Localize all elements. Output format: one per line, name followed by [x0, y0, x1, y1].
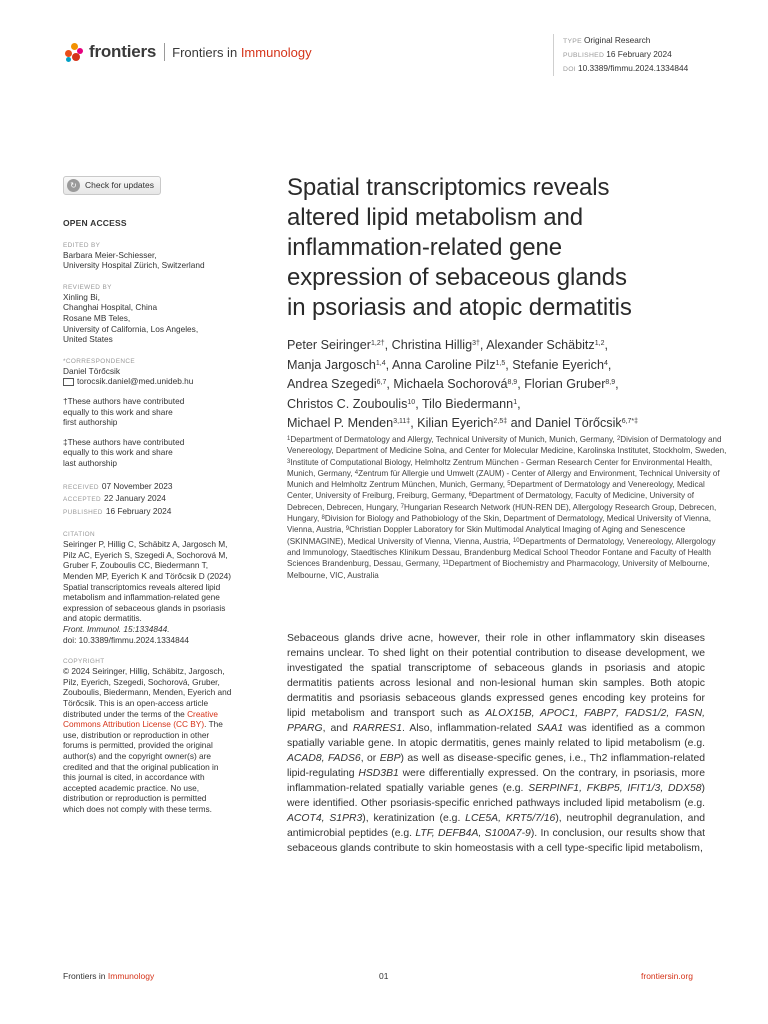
doi-value[interactable]: 10.3389/fimmu.2024.1334844: [577, 63, 689, 73]
correspondence-email[interactable]: torocsik.daniel@med.unideb.hu: [77, 376, 194, 387]
reviewer-line: United States: [63, 334, 113, 345]
sidebar: [63, 176, 273, 815]
copyright-line: Pilz, Eyerich, Szegedi, Sochorová, Gruber,: [63, 676, 220, 687]
citation-line[interactable]: doi: 10.3389/fimmu.2024.1334844: [63, 634, 189, 645]
footer-journal: [63, 971, 154, 981]
accepted-label: ACCEPTED: [63, 496, 101, 504]
edited-by-label: EDITED BY: [63, 241, 101, 249]
journal-accent: Immunology: [240, 44, 312, 60]
refresh-icon: ↻: [67, 179, 80, 192]
note-line: ‡These authors have contributed: [63, 436, 185, 447]
article-meta: [553, 34, 688, 76]
accepted-value: 22 January 2024: [104, 493, 166, 504]
copyright-line: distribution or reproduction is permitted: [63, 793, 207, 804]
reviewer-line: University of California, Los Angeles,: [63, 323, 199, 334]
brand-divider: [164, 43, 165, 61]
reviewed-by: [63, 292, 273, 345]
journal-brand[interactable]: [63, 40, 312, 64]
note-line: †These authors have contributed: [63, 395, 185, 406]
reviewer-line: Xinling Bi,: [63, 291, 100, 302]
copyright-line: author(s) and the copyright owner(s) are: [63, 750, 212, 761]
citation-line: Front. Immunol. 15:1334844.: [63, 624, 170, 635]
journal-prefix: Frontiers in: [172, 44, 238, 60]
published-label: PUBLISHED: [63, 508, 103, 516]
citation-line: Menden MP, Eyerich K and Törőcsik D (2024): [63, 571, 232, 582]
license-link[interactable]: Commons Attribution License (CC BY): [63, 719, 205, 730]
citation-line: Seiringer P, Hillig C, Schäbitz A, Jargosch M,: [63, 539, 228, 550]
copyright-line: © 2024 Seiringer, Hillig, Schäbitz, Jargosch,: [63, 666, 225, 677]
edited-by: [63, 250, 273, 271]
doi-label: DOI: [563, 66, 576, 73]
footer-site-link[interactable]: frontiersin.org: [641, 971, 693, 981]
note-line: first authorship: [63, 417, 118, 428]
citation-line: metabolism and inflammation-related gene: [63, 592, 220, 603]
copyright-line: credited and that the original publication in: [63, 761, 219, 772]
copyright-line: use, distribution or reproduction in other: [63, 729, 210, 740]
copyright-line: this journal is cited, in accordance with: [63, 772, 205, 783]
copyright-line: accepted academic practice. No use,: [63, 782, 200, 793]
note-line: last authorship: [63, 457, 117, 468]
copyright-label: COPYRIGHT: [63, 658, 105, 666]
title-line: inflammation-related gene: [287, 234, 562, 261]
article-dates: [63, 481, 273, 519]
note-line: equally to this work and share: [63, 447, 173, 458]
citation-line: Gruber F, Zouboulis CC, Biedermann T,: [63, 560, 209, 571]
note-first-authorship: [63, 396, 273, 428]
published-value: 16 February 2024: [606, 49, 672, 59]
copyright: [63, 666, 273, 814]
citation: [63, 539, 273, 645]
note-line: equally to this work and share: [63, 406, 173, 417]
copyright-line: [63, 709, 273, 720]
title-line: expression of sebaceous glands: [287, 264, 627, 291]
correspondence: [63, 366, 273, 387]
reviewer-line: Rosane MB Teles,: [63, 312, 131, 323]
copyright-line: [63, 719, 273, 730]
editor-line: Barbara Meier-Schiesser,: [63, 249, 157, 260]
copyright-line: forums is permitted, provided the original: [63, 740, 213, 751]
mail-icon: [63, 378, 74, 386]
copyright-line: which does not comply with these terms.: [63, 803, 212, 814]
citation-line: Spatial transcriptomics reveals altered lipid: [63, 581, 221, 592]
title-line: in psoriasis and atopic dermatitis: [287, 294, 632, 321]
frontiers-logo-icon: [63, 41, 85, 63]
received-value: 07 November 2023: [101, 480, 173, 491]
published-label: PUBLISHED: [563, 52, 605, 59]
footer-journal-prefix: Frontiers in: [63, 971, 106, 981]
copyright-text: . The: [204, 719, 223, 730]
correspondence-label: *CORRESPONDENCE: [63, 357, 136, 365]
editor-line: University Hospital Zürich, Switzerland: [63, 260, 205, 271]
license-link[interactable]: Creative: [187, 708, 218, 719]
page-number: 01: [379, 971, 389, 981]
citation-label: CITATION: [63, 531, 96, 539]
check-updates-label: Check for updates: [85, 180, 154, 191]
correspondence-name: Daniel Törőcsik: [63, 365, 121, 376]
author-list: Peter Seiringer$^{1,2\dagger}$, Christina Hillig$^{3\dagger}$, Alexander Schäbitz$^{1,2}$, Manja Jargosch$^{1,4}$, Anna Caroline Pilz$^{1,5}$, Stefanie Eyerich$^4$, Andrea Szegedi$^{6,7}$, Michaela Sochorová$^{8,9}$, Florian Gruber$^{8,9}$, Christos C. Zouboulis$^{10}$, Tilo Biedermann$^1$, Michael P. Menden$^{3,11\ddagger}$, Kilian Eyerich$^{2,5\ddagger}$ and Daniel Törőcsik$^{6,7*\ddagger}$: [287, 338, 639, 430]
article-title: [287, 173, 727, 323]
journal-name: [172, 45, 311, 60]
check-for-updates-button[interactable]: [63, 176, 161, 195]
open-access-label: OPEN ACCESS: [63, 218, 127, 228]
received-label: RECEIVED: [63, 483, 99, 491]
citation-line: Pilz AC, Eyerich S, Szegedi A, Sochorová M,: [63, 549, 228, 560]
citation-line: expression of sebaceous glands in psoriasis: [63, 602, 226, 613]
title-line: Spatial transcriptomics reveals: [287, 174, 610, 201]
abstract: Sebaceous glands drive acne, however, their role in other inflammatory skin diseases remains unclear. To shed light on their potential contribution to disease development, we investigated the spatial transcriptome of sebaceous glands in psoriasis and atopic dermatitis patients across lesional and non-lesional human skin samples. Both atopic dermatitis and psoriasis sebaceous glands expressed genes encoding key proteins for lipid metabolism and transport such as ALOX15B, APOC1, FABP7, FADS1/2, FASN, PPARG, and RARRES1. Also, inflammation-related SAA1 was identified as a common spatially variable gene. In atopic dermatitis, genes mainly related to lipid metabolism (e.g. ACAD8, FADS6, or EBP) as well as disease-specific genes, i.e., Th2 inflammation-related lipid-regulating HSD3B1 were differentially expressed. On the contrary, in psoriasis, more inflammation-related spatially variable genes (e.g. SERPINF1, FKBP5, IFIT1/3, DDX58) were identified. Other psoriasis-specific enriched pathways included lipid metabolism (e.g. ACOT4, S1PR3), keratinization (e.g. LCE5A, KRT5/7/16), neutrophil degranulation, and antimicrobial peptides (e.g. LTF, DEFB4A, S100A7-9). In conclusion, our results show that sebaceous glands contribute to skin homeostasis with a cell type-specific lipid metabolism,: [287, 633, 706, 854]
note-last-authorship: [63, 437, 273, 469]
brand-name: frontiers: [89, 42, 157, 61]
footer-journal-accent: Immunology: [107, 971, 155, 981]
type-label: TYPE: [563, 38, 582, 45]
published-value: 16 February 2024: [105, 505, 172, 516]
copyright-text: distributed under the terms of the: [63, 708, 188, 719]
reviewed-by-label: REVIEWED BY: [63, 283, 112, 291]
title-line: altered lipid metabolism and: [287, 204, 584, 231]
copyright-line: Zouboulis, Biedermann, Menden, Eyerich and: [63, 687, 232, 698]
copyright-line: Törőcsik. This is an open-access article: [63, 698, 209, 708]
type-value: Original Research: [583, 35, 651, 45]
citation-line: and atopic dermatitis.: [63, 613, 142, 624]
affiliations: $^1$Department of Dermatology and Allergy, Technical University of Munich, Munich, Germany, $^2$Division of Dermatology and Venereology, Department of Medicine Solna, and Center for Molecular Medicine, Karolinska Institutet, Stockholm, Sweden, $^3$Institute of Computational Biology, Helmholtz Zentrum München - German Research Center for Environmental Health, Munich, Germany, $^4$Zentrum für Allergie und Umwelt (ZAUM) - Center of Allergy and Environment, Technical University of Munich and Helmholtz Zentrum München, Munich, Germany, $^5$Department of Dermatology and Venereology, Medical Center, University of Freiburg, Freiburg, Germany, $^6$Department of Dermatology, Faculty of Medicine, University of Debrecen, Debrecen, Hungary, $^7$Hungarian Research Network (HUN-REN DE), Allergology Research Group, Debrecen, Hungary, $^8$Division for Biology and Pathobiology of the Skin, Department of Dermatology, Medical University of Vienna, Vienna, Austria, $^9$Christian Doppler Laboratory for Skin Multimodal Analytical Imaging of Aging and Senescence (SKINMAGINE), Medical University of Vienna, Vienna, Austria, $^{10}$Departments of Dermatology, Venereology, Allergology and Immunology, Staedtisches Klinikum Dessau, Brandenburg Medical School Theodor Fontane and Faculty of Health Sciences Brandenburg, Dessau, Germany, $^{11}$Department of Biochemistry and Pharmacology, University of Melbourne, Melbourne, VIC, Australia: [287, 435, 727, 580]
reviewer-line: Changhai Hospital, China: [63, 302, 158, 313]
